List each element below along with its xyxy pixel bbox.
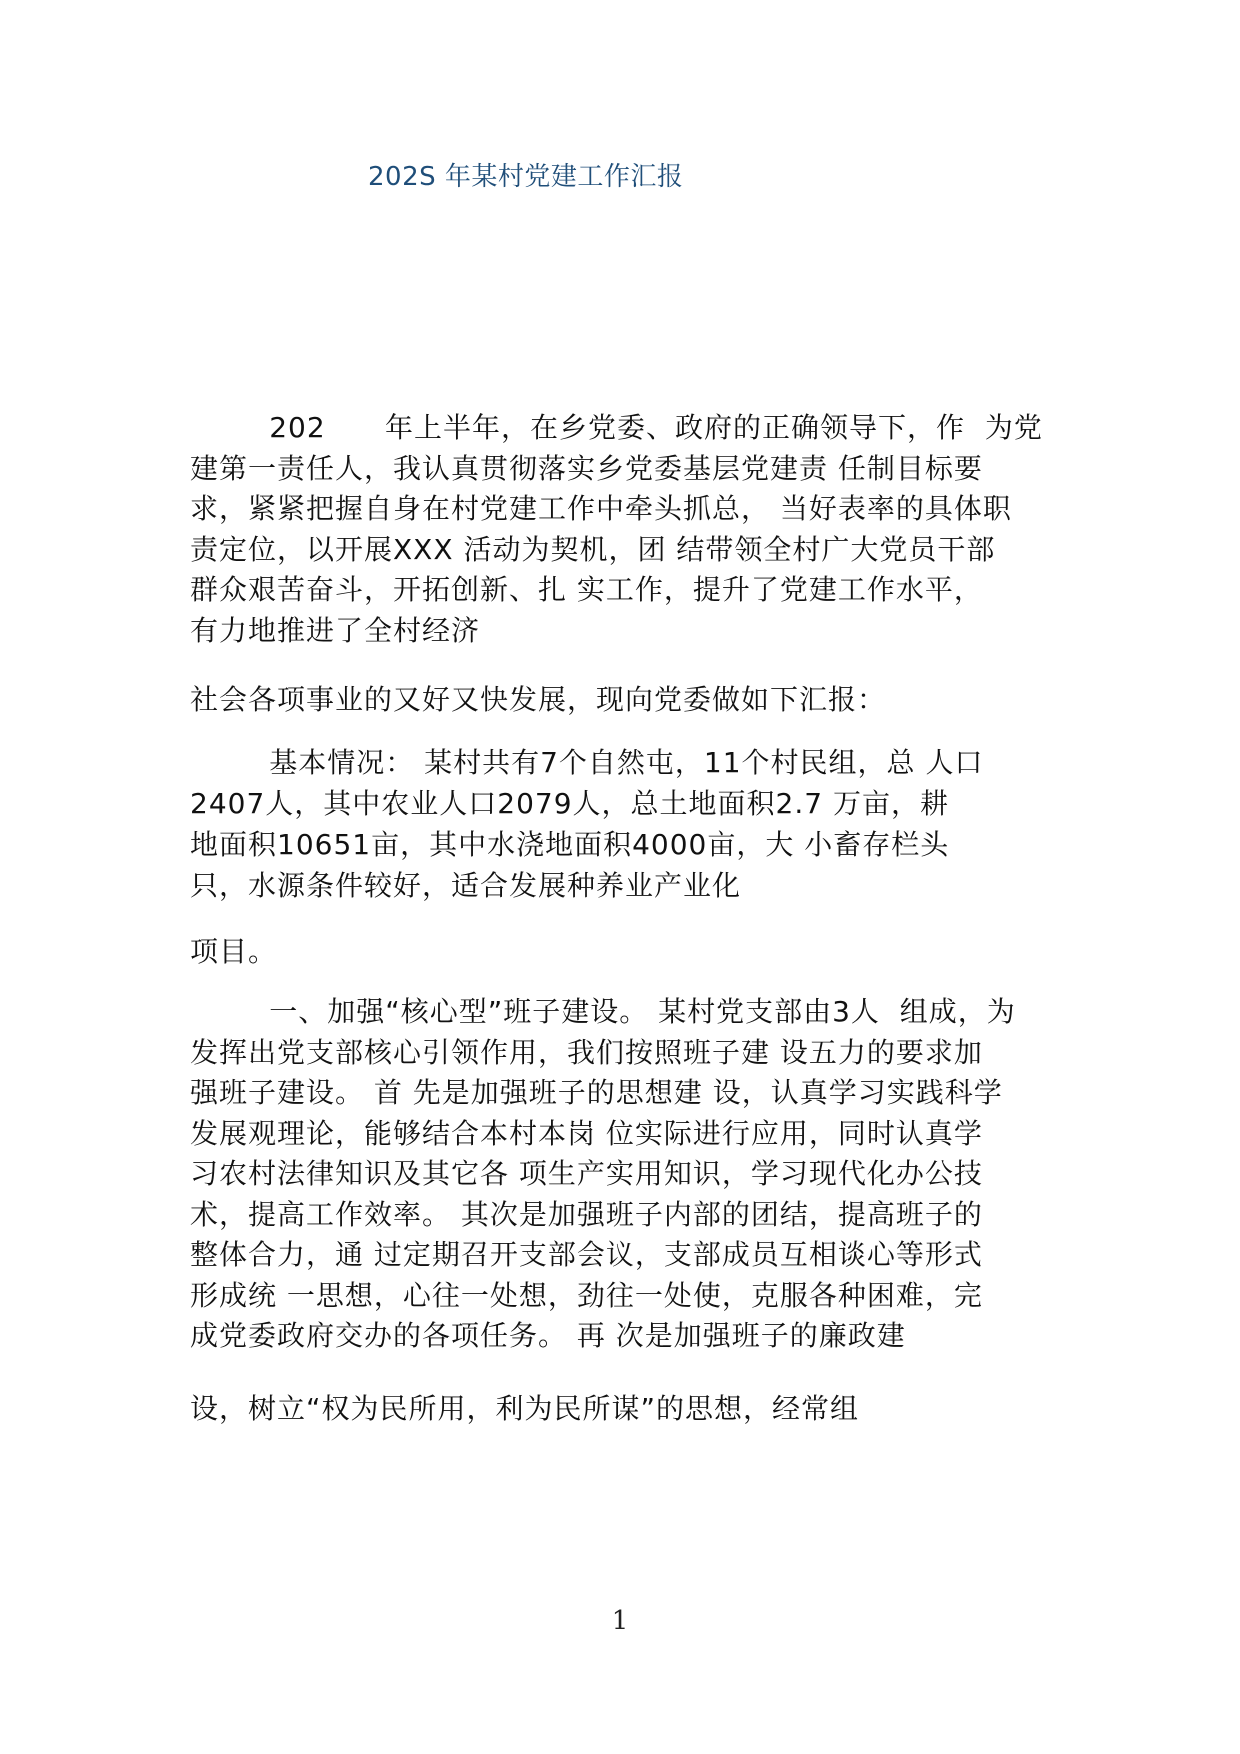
text-line: 群众艰苦奋斗，开拓创新、扎 实工作，提升了党建工作水平， bbox=[190, 573, 983, 606]
text-line: 责定位，以开展XXX 活动为契机，团 结带领全村广大党员干部 bbox=[190, 532, 996, 566]
text-line: 社会各项事业的又好又快发展，现向党委做如下汇报： bbox=[190, 683, 887, 716]
paragraph-section-one bbox=[190, 992, 1060, 1357]
text-line: 发挥出党支部核心引领作用，我们按照班子建 设五力的要求加 bbox=[190, 1035, 983, 1069]
text-line: 术，提高工作效率。 其次是加强班子内部的团结，提高班子的 bbox=[190, 1197, 983, 1231]
paragraph-intro bbox=[190, 408, 1060, 651]
text-line: 成党委政府交办的各项任务。 再 次是加强班子的廉政建 bbox=[190, 1319, 906, 1352]
text-line: 有力地推进了全村经济 bbox=[190, 613, 481, 647]
text-line: 一、加强“核心型”班子建设。 某村党支部由3人 组成，为 bbox=[190, 995, 1016, 1028]
text-line: 地面积10651亩，其中水浇地面积4000亩，大 小畜存栏头 bbox=[190, 828, 950, 861]
paragraph-section-one-continued bbox=[190, 1389, 1060, 1429]
text-line: 建第一责任人，我认真贯彻落实乡党委基层党建责 任制目标要 bbox=[190, 451, 983, 485]
paragraph-intro-continued bbox=[190, 680, 1060, 721]
text-line: 2407人，其中农业人口2079人，总土地面积2.7 万亩，耕 bbox=[190, 787, 949, 820]
text-line: 求，紧紧把握自身在村党建工作中牵头抓总， 当好表率的具体职 bbox=[190, 492, 1012, 525]
paragraph-basic-info-continued bbox=[190, 932, 1060, 972]
document-title: 202S 年某村党建工作汇报 bbox=[368, 162, 684, 192]
paragraph-basic-info bbox=[190, 742, 1060, 906]
page-number: 1 bbox=[611, 1606, 629, 1636]
text-line: 发展观理论，能够结合本村本岗 位实际进行应用，同时认真学 bbox=[190, 1116, 983, 1150]
text-line: 项目。 bbox=[190, 935, 278, 968]
text-line: 形成统 一思想，心往一处想，劲往一处使，克服各种困难，完 bbox=[190, 1278, 983, 1312]
text-line: 只，水源条件较好，适合发展种养业产业化 bbox=[190, 869, 742, 902]
text-line: 202 年上半年，在乡党委、政府的正确领导下，作 为党 bbox=[190, 411, 1043, 444]
text-line: 设，树立“权为民所用，利为民所谋”的思想，经常组 bbox=[190, 1392, 860, 1425]
text-line: 整体合力，通 过定期召开支部会议，支部成员互相谈心等形式 bbox=[190, 1238, 983, 1271]
text-line: 习农村法律知识及其它各 项生产实用知识，学习现代化办公技 bbox=[190, 1157, 983, 1190]
text-line: 基本情况： 某村共有7个自然屯，11个村民组，总 人口 bbox=[190, 746, 984, 779]
text-line: 强班子建设。 首 先是加强班子的思想建 设，认真学习实践科学 bbox=[190, 1076, 1003, 1109]
